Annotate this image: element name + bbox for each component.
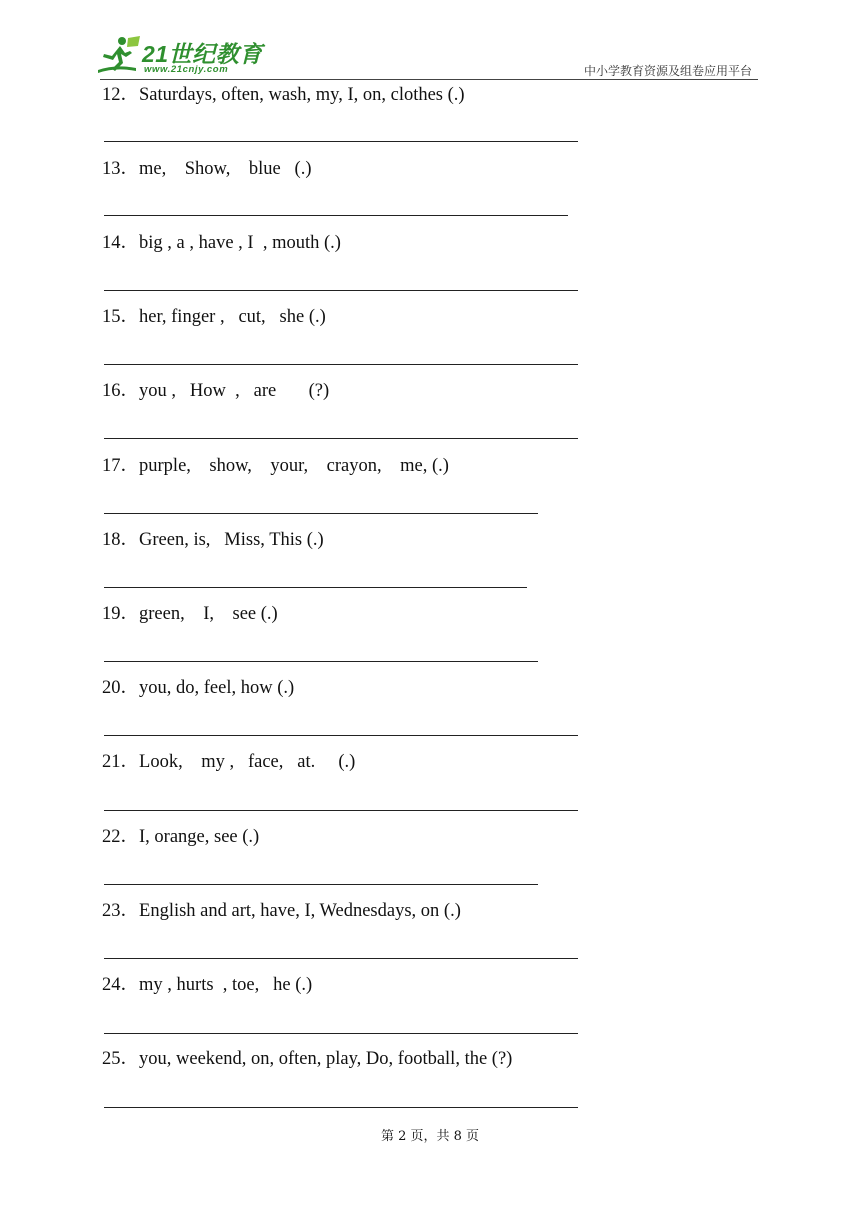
answer-line[interactable] (104, 290, 578, 291)
question-number: 13． (102, 159, 140, 179)
answer-line[interactable] (104, 661, 538, 662)
question-number: 17． (102, 456, 140, 476)
question-19 (102, 603, 278, 625)
answer-line[interactable] (104, 215, 568, 216)
question-24 (102, 974, 312, 996)
question-23 (102, 900, 461, 922)
question-number: 20． (102, 678, 140, 698)
question-18 (102, 529, 324, 551)
page-footer: 第 2 页，共 8 页 (380, 1129, 480, 1144)
question-text: my , hurts , toe, he (.) (139, 975, 313, 995)
header-divider (100, 79, 758, 80)
question-21 (102, 751, 355, 773)
question-number: 14． (102, 233, 140, 253)
question-number: 24． (102, 975, 140, 995)
question-20 (102, 677, 294, 699)
site-tagline: 中小学教育资源及组卷应用平台 (583, 64, 752, 78)
question-17 (102, 455, 449, 477)
question-text: me, Show, blue (.) (139, 159, 312, 179)
question-text: you, weekend, on, often, play, Do, football, the (?) (139, 1049, 513, 1069)
question-number: 21． (102, 752, 140, 772)
question-text: her, finger , cut, she (.) (139, 307, 326, 327)
answer-line[interactable] (104, 438, 578, 439)
logo-name: 21世纪教育 (142, 41, 263, 67)
answer-line[interactable] (104, 735, 578, 736)
question-number: 22． (102, 827, 140, 847)
answer-line[interactable] (104, 587, 527, 588)
answer-line[interactable] (104, 1107, 578, 1108)
page-header (0, 0, 860, 82)
question-text: purple, show, your, crayon, me, (.) (139, 456, 449, 476)
answer-line[interactable] (104, 810, 578, 811)
question-text: English and art, have, I, Wednesdays, on (.) (139, 901, 461, 921)
answer-line[interactable] (104, 884, 538, 885)
question-text: you , How , are (?) (139, 381, 330, 401)
question-12 (102, 84, 465, 106)
question-text: Look, my , face, at. (.) (139, 752, 356, 772)
question-number: 23． (102, 901, 140, 921)
question-number: 15． (102, 307, 140, 327)
question-number: 12． (102, 85, 140, 105)
logo-url: www.21cnjy.com (144, 64, 229, 75)
question-13 (102, 158, 312, 180)
question-number: 18． (102, 530, 140, 550)
site-logo (92, 34, 267, 78)
answer-line[interactable] (104, 141, 578, 142)
question-text: Green, is, Miss, This (.) (139, 530, 324, 550)
question-number: 25． (102, 1049, 140, 1069)
question-22 (102, 826, 259, 848)
question-text: green, I, see (.) (139, 604, 278, 624)
answer-line[interactable] (104, 1033, 578, 1034)
question-15 (102, 306, 326, 328)
question-text: Saturdays, often, wash, my, I, on, clothes (.) (139, 85, 465, 105)
question-number: 16． (102, 381, 140, 401)
question-text: I, orange, see (.) (139, 827, 260, 847)
runner-logo-icon (92, 34, 144, 78)
question-number: 19． (102, 604, 140, 624)
question-14 (102, 232, 341, 254)
question-16 (102, 380, 329, 402)
question-text: you, do, feel, how (.) (139, 678, 295, 698)
question-25 (102, 1048, 512, 1070)
answer-line[interactable] (104, 364, 578, 365)
answer-line[interactable] (104, 958, 578, 959)
question-text: big , a , have , I , mouth (.) (139, 233, 341, 253)
answer-line[interactable] (104, 513, 538, 514)
